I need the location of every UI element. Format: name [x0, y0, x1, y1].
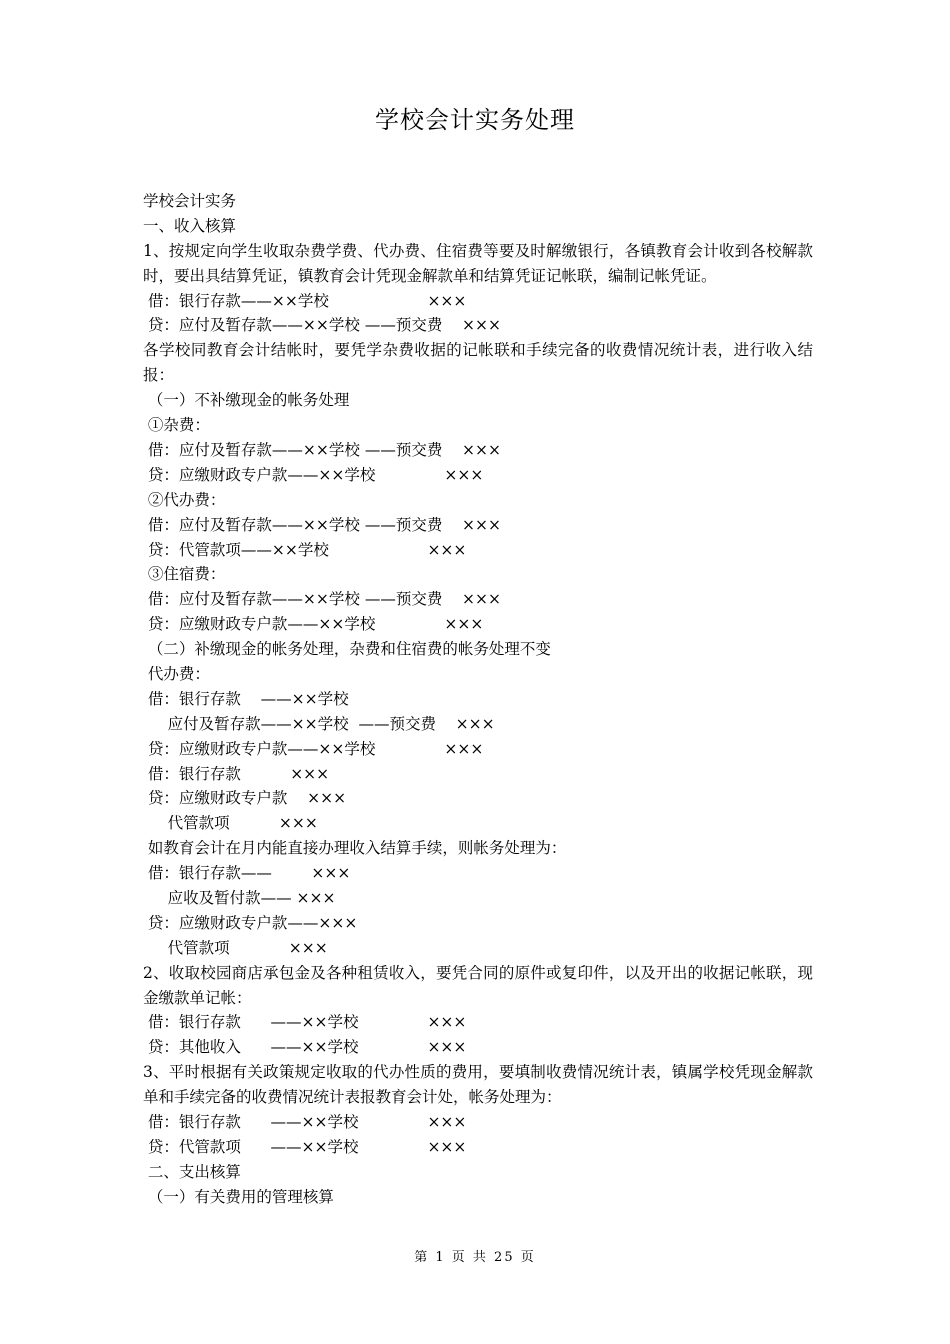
- text-line: 代办费：: [143, 664, 210, 683]
- text-line: 一、收入核算: [143, 216, 237, 235]
- text-line: 借：应付及暂存款——××学校 ——预交费 ×××: [143, 515, 501, 534]
- text-line: 贷：应付及暂存款——××学校 ——预交费 ×××: [143, 316, 501, 335]
- paragraph: 2、收取校园商店承包金及各种租赁收入，要凭合同的原件或复印件，以及开出的收据记帐联，现金缴款单记帐：: [143, 963, 813, 1007]
- text-line: 应付及暂存款——××学校 ——预交费 ×××: [143, 714, 495, 733]
- text-line: 借：银行存款 ——××学校 ×××: [143, 1013, 467, 1032]
- document-body: [143, 189, 813, 1210]
- text-line: （一）不补缴现金的帐务处理: [143, 391, 350, 410]
- text-line: ②代办费：: [143, 490, 226, 509]
- text-line: 借：银行存款 ×××: [143, 764, 330, 783]
- page-footer: 第 1 页 共 25 页: [414, 1250, 536, 1265]
- text-line: 代管款项 ×××: [143, 814, 318, 833]
- text-line: ③住宿费：: [143, 565, 226, 584]
- text-line: 贷：代管款项 ——××学校 ×××: [143, 1137, 467, 1156]
- text-line: 贷：应缴财政专户款——××学校 ×××: [143, 615, 484, 634]
- text-line: 贷：应缴财政专户款 ×××: [143, 789, 347, 808]
- text-line: 借：银行存款——××学校 ×××: [143, 291, 467, 310]
- paragraph: 1、按规定向学生收取杂费学费、代办费、住宿费等要及时解缴银行，各镇教育会计收到各校解款时，要出具结算凭证，镇教育会计凭现金解款单和结算凭证记帐联，编制记帐凭证。: [143, 241, 813, 285]
- text-line: 应收及暂付款—— ×××: [143, 889, 336, 907]
- text-line: 贷：其他收入 ——××学校 ×××: [143, 1038, 467, 1057]
- text-line: 代管款项 ×××: [143, 938, 328, 957]
- text-line: （二）补缴现金的帐务处理，杂费和住宿费的帐务处理不变: [143, 640, 551, 659]
- text-line: 借：银行存款—— ×××: [143, 864, 351, 883]
- text-line: 学校会计实务: [143, 192, 237, 210]
- text-line: 贷：代管款项——××学校 ×××: [143, 540, 467, 559]
- text-line: 借：应付及暂存款——××学校 ——预交费 ×××: [143, 440, 501, 459]
- text-line: 借：应付及暂存款——××学校 ——预交费 ×××: [143, 590, 501, 609]
- paragraph: 3、平时根据有关政策规定收取的代办性质的费用，要填制收费情况统计表，镇属学校凭现金解款单和手续完备的收费情况统计表报教育会计处，帐务处理为：: [143, 1063, 813, 1107]
- text-line: 借：银行存款 ——××学校: [143, 689, 349, 708]
- text-line: （一）有关费用的管理核算: [143, 1187, 334, 1206]
- text-line: 借：银行存款 ——××学校 ×××: [143, 1113, 467, 1132]
- text-line: 如教育会计在月内能直接办理收入结算手续，则帐务处理为：: [143, 839, 567, 858]
- page-title: 学校会计实务处理: [375, 106, 575, 134]
- text-line: 贷：应缴财政专户款——××学校 ×××: [143, 465, 484, 484]
- text-line: ①杂费：: [143, 416, 210, 435]
- text-line: 贷：应缴财政专户款——××学校 ×××: [143, 739, 484, 758]
- text-line: 贷：应缴财政专户款——×××: [143, 913, 358, 932]
- paragraph: 各学校同教育会计结帐时，要凭学杂费收据的记帐联和手续完备的收费情况统计表，进行收入结报：: [143, 341, 813, 385]
- text-line: 二、支出核算: [143, 1162, 241, 1181]
